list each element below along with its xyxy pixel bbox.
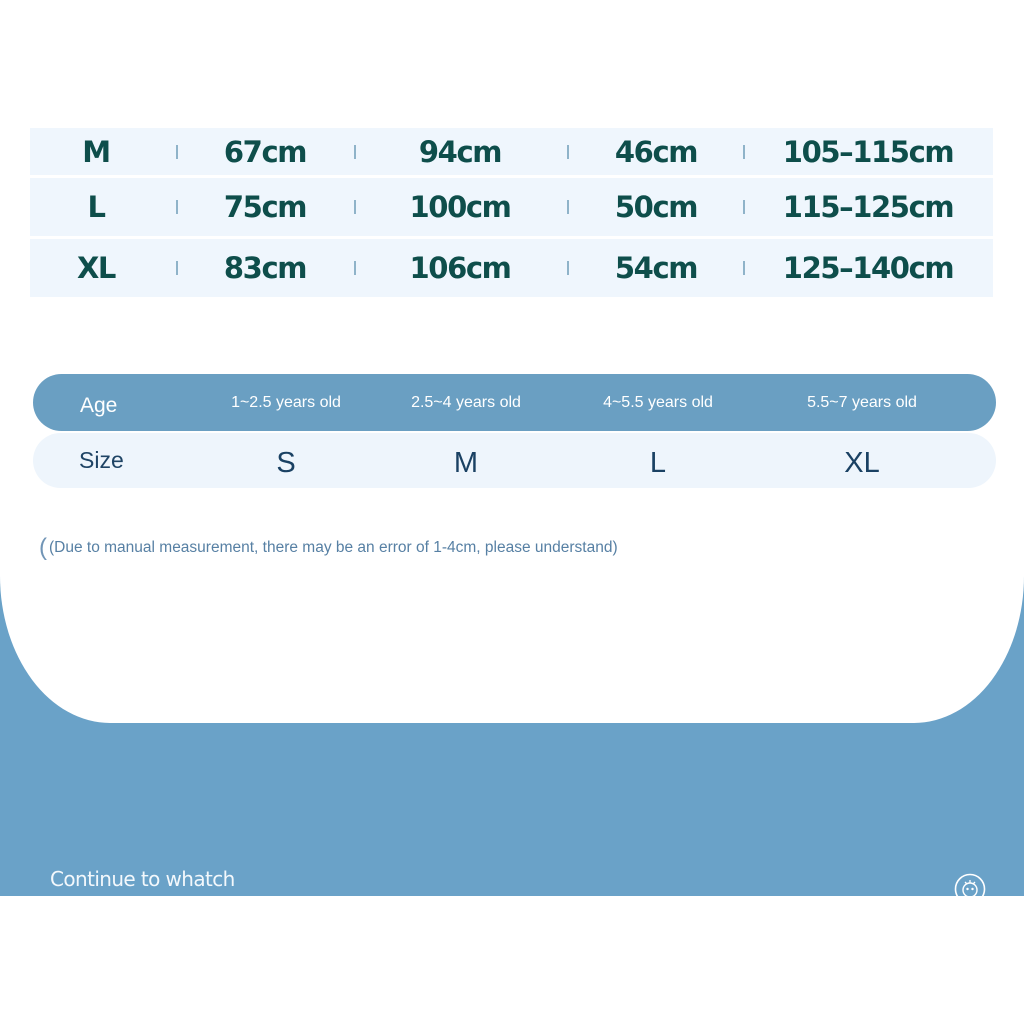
measure-cell: 67cm (223, 134, 307, 169)
size-cell: XL (76, 251, 116, 285)
measurement-note (39, 534, 618, 562)
measure-cell: 105–115cm (782, 134, 954, 169)
measure-cell: 83cm (223, 251, 307, 285)
size-cell: L (649, 447, 667, 479)
age-label: Age (80, 393, 118, 417)
column-divider (176, 261, 178, 275)
column-divider (354, 261, 356, 275)
column-divider (567, 261, 569, 275)
measure-cell: 54cm (614, 251, 698, 285)
measure-cell: 50cm (614, 190, 698, 224)
measure-cell: 94cm (418, 134, 502, 169)
table-row (30, 128, 993, 175)
age-cell: 1~2.5 years old (231, 393, 341, 411)
measure-cell: 46cm (614, 134, 698, 169)
age-cell: 4~5.5 years old (603, 393, 713, 411)
size-cell: M (82, 134, 110, 169)
continue-link[interactable]: Continue to whatch (50, 867, 235, 891)
measure-cell: 75cm (223, 190, 307, 224)
table-row (30, 239, 993, 297)
column-divider (743, 200, 745, 214)
size-cell: M (453, 447, 479, 479)
column-divider (354, 200, 356, 214)
column-divider (743, 261, 745, 275)
measurement-table (30, 128, 993, 300)
measure-cell: 106cm (409, 251, 511, 285)
white-curve (0, 576, 1024, 723)
size-cell: L (87, 190, 105, 224)
table-row (30, 178, 993, 236)
column-divider (354, 145, 356, 159)
size-row (33, 433, 996, 488)
bottom-panel (0, 576, 1024, 896)
brand-logo-icon (954, 873, 988, 896)
note-text: (Due to manual measurement, there may be an error of 1-4cm, please understand) (49, 539, 618, 556)
note-paren: ( (39, 534, 47, 561)
age-cell: 2.5~4 years old (411, 393, 521, 411)
column-divider (176, 145, 178, 159)
measure-cell: 100cm (409, 190, 511, 224)
column-divider (743, 145, 745, 159)
age-header-row (33, 374, 996, 431)
measure-cell: 115–125cm (782, 190, 954, 224)
measure-cell: 125–140cm (782, 251, 954, 285)
size-label: Size (79, 447, 124, 473)
column-divider (176, 200, 178, 214)
age-cell: 5.5~7 years old (807, 393, 917, 411)
column-divider (567, 200, 569, 214)
size-cell: S (276, 447, 296, 479)
size-cell: XL (844, 447, 880, 479)
column-divider (567, 145, 569, 159)
